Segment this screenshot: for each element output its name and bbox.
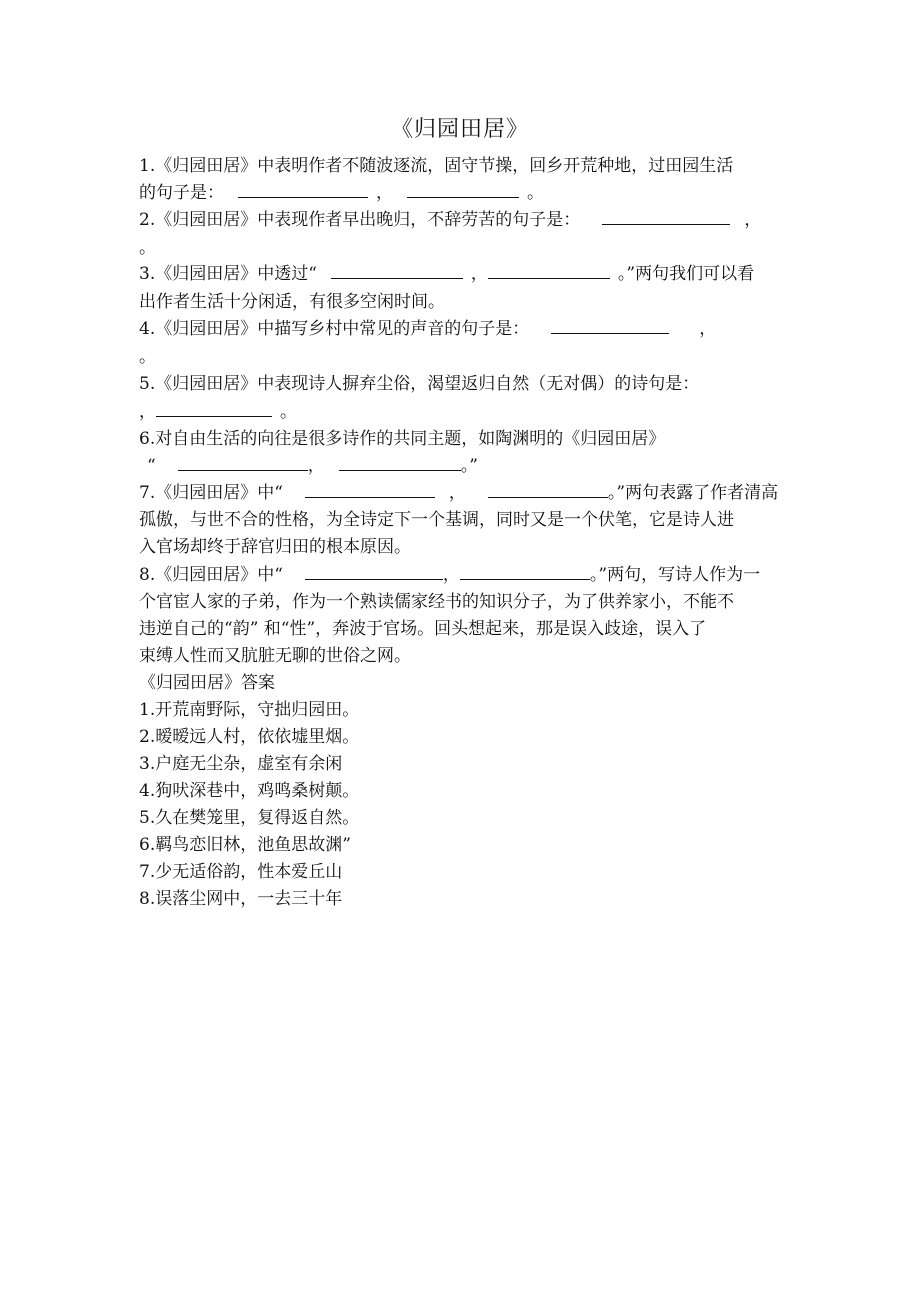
- question-5-separator: ，: [139, 402, 156, 422]
- answer-item: 4.狗吠深巷中，鸡鸣桑树颠。: [139, 781, 360, 801]
- question-1-line-2: [139, 181, 819, 205]
- question-8-line-4: 束缚人性而又肮脏无聊的世俗之网。: [139, 646, 411, 666]
- answer-blank: [488, 262, 610, 279]
- question-2-line-2: 。: [139, 238, 156, 258]
- question-8-line-2: 个官宦人家的子弟，作为一个熟读儒家经书的知识分子，为了供养家小，不能不: [139, 592, 734, 612]
- question-1-separator: ，: [376, 183, 393, 203]
- answer-blank: [407, 181, 519, 198]
- question-2-separator: ，: [744, 210, 762, 230]
- question-4-line-2: 。: [139, 347, 156, 367]
- answer-blank: [488, 481, 608, 498]
- answer-blank: [156, 400, 272, 417]
- answer-blank: [305, 563, 443, 580]
- answer-blank: [238, 181, 368, 198]
- answer-item: 1.开荒南野际，守拙归园田。: [139, 700, 360, 720]
- answer-item: 3.户庭无尘杂，虚室有余闲: [139, 754, 343, 774]
- question-1-line-1: 1.《归园田居》中表明作者不随波逐流，固守节操，回乡开荒种地，过田园生活: [139, 156, 734, 176]
- answer-blank: [602, 208, 730, 225]
- question-7-separator: ，: [448, 483, 466, 503]
- answer-blank: [551, 317, 669, 334]
- question-8-suffix: 。”两句，写诗人作为一: [589, 565, 761, 585]
- question-6-separator: ，: [307, 456, 325, 476]
- question-8-prefix: 8.《归园田居》中“: [139, 565, 283, 585]
- question-2-line-1: [139, 208, 819, 232]
- answer-blank: [339, 454, 461, 471]
- question-7-line-3: 入官场却终于辞官归田的根本原因。: [139, 537, 411, 557]
- question-3-line-1: [139, 262, 819, 286]
- question-7-line-2: 孤傲，与世不合的性格，为全诗定下一个基调，同时又是一个伏笔，它是诗人进: [139, 510, 734, 530]
- question-7-line-1: [139, 481, 819, 505]
- question-5-line-1: 5.《归园田居》中表现诗人摒弃尘俗，渴望返归自然（无对偶）的诗句是：: [139, 374, 700, 394]
- answer-blank: [305, 481, 435, 498]
- answer-item: 5.久在樊笼里，复得返自然。: [139, 808, 360, 828]
- answer-item: 2.暧暧远人村，依依墟里烟。: [139, 727, 360, 747]
- question-8-line-1: [139, 563, 819, 587]
- question-3-prefix: 3.《归园田居》中透过“: [139, 264, 317, 284]
- answer-blank: [178, 454, 308, 471]
- question-6-end: 。”: [460, 456, 478, 476]
- question-3-separator: ，: [470, 264, 488, 284]
- question-8-separator: ，: [442, 565, 460, 585]
- answer-item: 8.误落尘网中，一去三十年: [139, 889, 343, 909]
- question-5-end: 。: [280, 402, 297, 422]
- answer-item: 6.羁鸟恋旧林，池鱼思故渊”: [139, 835, 351, 855]
- question-1-end: 。: [527, 183, 544, 203]
- question-7-prefix: 7.《归园田居》中“: [139, 483, 283, 503]
- question-6-open-quote: “: [147, 456, 156, 476]
- question-3-suffix: 。”两句我们可以看: [617, 264, 755, 284]
- question-4-separator: ，: [699, 319, 717, 339]
- question-4-line-1: [139, 317, 819, 341]
- answers-heading: 《归园田居》答案: [139, 673, 275, 693]
- page-title: 《归园田居》: [390, 117, 529, 142]
- question-5-line-2: [139, 400, 819, 424]
- question-7-suffix: 。”两句表露了作者清高: [607, 483, 779, 503]
- question-3-line-2: 出作者生活十分闲适，有很多空闲时间。: [139, 292, 445, 312]
- answer-blank: [331, 262, 463, 279]
- answer-item: 7.少无适俗韵，性本爱丘山: [139, 862, 343, 882]
- question-2-text: 2.《归园田居》中表现作者早出晚归，不辞劳苦的句子是：: [139, 210, 581, 230]
- question-8-line-3: 违逆自己的“韵” 和“性”，奔波于官场。回头想起来，那是误入歧途，误入了: [139, 619, 707, 639]
- answer-blank: [460, 563, 590, 580]
- question-6-line-2: [139, 454, 819, 478]
- question-1-prefix: 的句子是：: [139, 183, 224, 203]
- question-6-line-1: 6.对自由生活的向往是很多诗作的共同主题，如陶渊明的《归园田居》: [139, 429, 666, 449]
- question-4-text: 4.《归园田居》中描写乡村中常见的声音的句子是：: [139, 319, 530, 339]
